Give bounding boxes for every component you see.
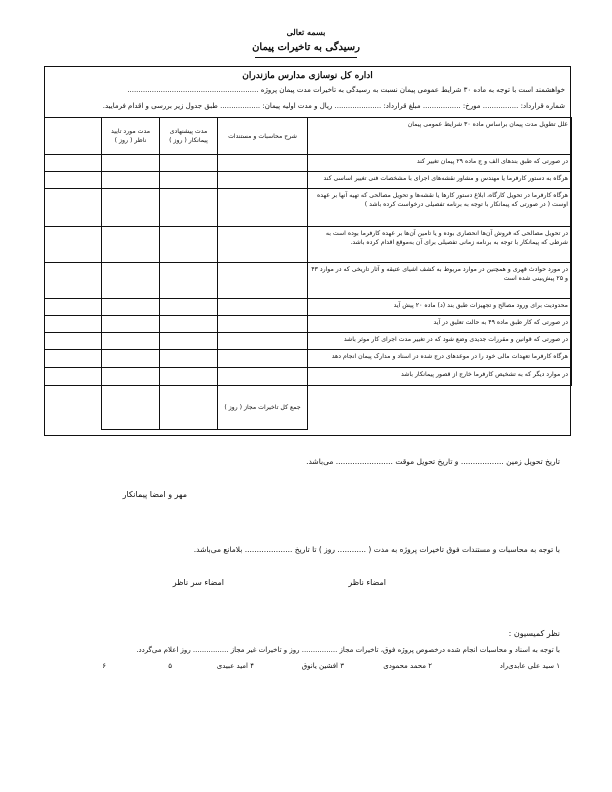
member-5: ۵ [168,662,172,670]
row-explanation-cell[interactable] [218,172,308,189]
row-contractor-cell[interactable] [160,227,218,263]
row-explanation-cell[interactable] [218,299,308,316]
row-reason: در صورتی که قوانین و مقررات جدیدی وضع شود که در تغییر مدت اجرای کار موثر باشد [308,333,572,350]
table-row [45,316,572,333]
row-reason: در موارد دیگر که به تشخیص کارفرما خارج از قصور پیمانکار باشد [308,368,572,386]
header-supervisor: مدت مورد تایید ناظر ( روز ) [102,118,160,155]
supervisor-signature: امضاء ناظر [348,578,386,587]
row-contractor-cell[interactable] [160,333,218,350]
member-1: ۱ سید علی عابدی‌راد [499,662,560,670]
delivery-dates: تاریخ تحویل زمین .................. و تاریخ تحویل موقت ........................ می‌باشد. [306,457,560,466]
row-supervisor-cell[interactable] [102,333,160,350]
table-header-row [45,118,572,155]
title-underline [255,57,357,58]
table-row [45,368,572,386]
total-contractor-cell[interactable] [160,386,218,430]
row-supervisor-cell[interactable] [102,227,160,263]
contract-line: شماره قرارداد: ................ مورخ: ................. مبلغ قرارداد: ..................... ریال و مدت اولیه پیمان: .................. طبق جدول زیر بررسی و اقدام فرمایید. [102,102,565,110]
row-reason: هرگاه کارفرما تعهدات مالی خود را در موعدهای درج شده در اسناد و مدارک پیمان انجام دهد [308,350,572,368]
table-row [45,299,572,316]
header-explanation: شرح محاسبات و مستندات [218,118,308,155]
member-4: ۴ امید عبیدی [216,662,254,670]
row-contractor-cell[interactable] [160,189,218,227]
commission-title: نظر کمیسیون : [508,629,560,638]
row-supervisor-cell[interactable] [102,350,160,368]
total-label: جمع کل تاخیرات مجاز ( روز ) [218,386,308,430]
member-6: ۶ [102,662,106,670]
row-supervisor-cell[interactable] [102,155,160,172]
table-row [45,350,572,368]
row-explanation-cell[interactable] [218,350,308,368]
row-contractor-cell[interactable] [160,299,218,316]
row-supervisor-cell[interactable] [102,299,160,316]
row-explanation-cell[interactable] [218,263,308,299]
member-3: ۳ افشین یانوق [301,662,344,670]
page-title: رسیدگی به تاخیرات پیمان [252,42,360,53]
row-explanation-cell[interactable] [218,333,308,350]
row-reason: در صورتی که طبق بندهای الف و ج ماده ۲۹ پیمان تغییر کند [308,155,572,172]
contractor-signature: مهر و امضا پیمانکار [122,490,187,499]
header-empty [45,118,102,155]
commission-text: با توجه به اسناد و محاسبات انجام شده درخصوص پروژه فوق، تاخیرات مجاز ................ روز و تاخیرات غیر مجاز ................ روز اعلام می‌گردد. [136,646,560,654]
delay-table [44,117,572,430]
row-supervisor-cell[interactable] [102,368,160,386]
request-line: خواهشمند است با توجه به ماده ۳۰ شرایط عمومی پیمان نسبت به رسیدگی به تاخیرات مدت پیمان پروژه ........................................................... [127,86,565,94]
row-contractor-cell[interactable] [160,172,218,189]
row-reason: در صورتی که کار طبق ماده ۴۹ به حالت تعلیق در آید [308,316,572,333]
row-reason: در تحویل مصالحی که فروش آن‌ها انحصاری بوده و یا تامین آن‌ها بر عهده کارفرما بوده است به شرطی که پیمانکار با توجه به برنامه زمانی تفصیلی برای آن به‌موقع اقدام کرده باشد. [308,227,572,263]
row-explanation-cell[interactable] [218,368,308,386]
table-row [45,227,572,263]
total-supervisor-cell[interactable] [102,386,160,430]
row-reason: هرگاه کارفرما در تحویل کارگاه، ابلاغ دستور کارها یا نقشه‌ها و تحویل مصالحی که تهیه آنها بر عهده اوست ( در صورتی که پیمانکار با توجه به برنامه تفصیلی درخواست کرده باشد ) [308,189,572,227]
table-row [45,333,572,350]
row-supervisor-cell[interactable] [102,189,160,227]
header-contractor: مدت پیشنهادی پیمانکار ( روز ) [160,118,218,155]
row-contractor-cell[interactable] [160,316,218,333]
chief-supervisor-signature: امضاء سر ناظر [172,578,224,587]
row-contractor-cell[interactable] [160,155,218,172]
row-supervisor-cell[interactable] [102,172,160,189]
member-2: ۲ محمد محمودی [383,662,432,670]
row-explanation-cell[interactable] [218,316,308,333]
row-explanation-cell[interactable] [218,227,308,263]
row-reason: در مورد حوادث قهری و همچنین در موارد مربوط به کشف اشیای عتیقه و آثار تاریخی که در موارد ۴۳ و ۲۵ پیش‌بینی شده است [308,263,572,299]
row-contractor-cell[interactable] [160,350,218,368]
row-supervisor-cell[interactable] [102,316,160,333]
header-clause: علل تطویل مدت پیمان براساس ماده ۳۰ شرایط عمومی پیمان [308,118,572,155]
basmala: بسمه تعالی [286,27,326,37]
table-row [45,263,572,299]
approval-line: با توجه به محاسبات و مستندات فوق تاخیرات پروژه به مدت ( ............ روز ) تا تاریخ .................... بلامانع می‌باشد. [193,545,560,554]
table-row [45,155,572,172]
row-supervisor-cell[interactable] [102,263,160,299]
row-contractor-cell[interactable] [160,368,218,386]
row-contractor-cell[interactable] [160,263,218,299]
organization-name: اداره کل نوسازی مدارس مازندران [242,71,373,81]
row-reason: محدودیت برای ورود مصالح و تجهیزات طبق بند (د) ماده ۲۰ پیش آید [308,299,572,316]
row-reason: هرگاه به دستور کارفرما یا مهندس و مشاور نقشه‌های اجرای با مشخصات فنی تغییر اساسی کند [308,172,572,189]
table-total-row [45,386,572,430]
table-row [45,172,572,189]
row-explanation-cell[interactable] [218,155,308,172]
table-row [45,189,572,227]
row-explanation-cell[interactable] [218,189,308,227]
